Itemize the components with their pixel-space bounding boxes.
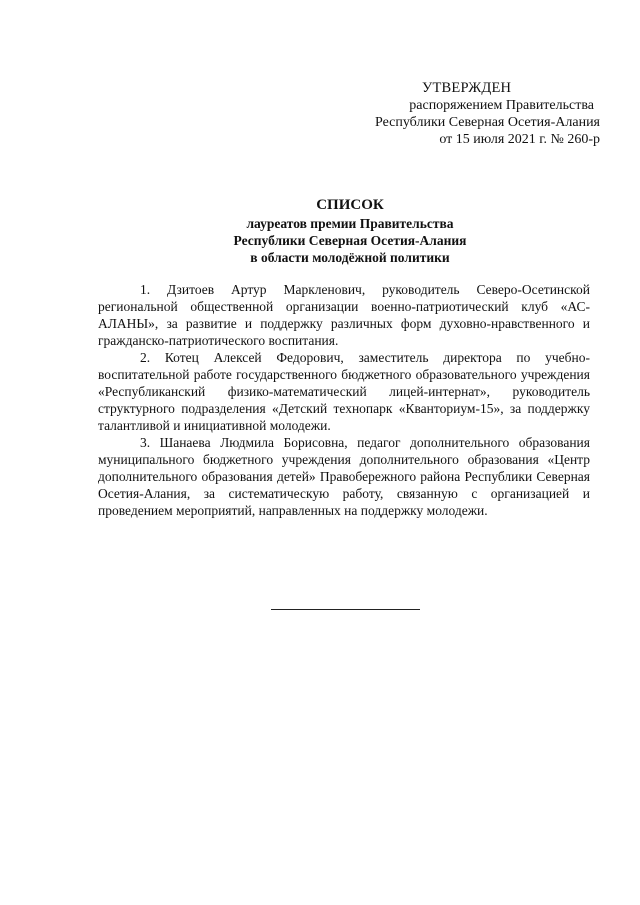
list-item: 3. Шанаева Людмила Борисовна, педагог дополнительного образования муниципального бюджетного учреждения дополнительного образования «Центр дополнительного образования детей» Правобережного района Республики Северная Осетия-Алания, за систематическую работу, связанную с организацией и проведением мероприятий, направленных на поддержку молодежи. (98, 435, 590, 518)
approval-title: УТВЕРЖДЕН (422, 80, 512, 96)
document-header (100, 196, 600, 266)
laureates-list (98, 281, 590, 519)
list-item: 2. Котец Алексей Федорович, заместитель директора по учебно-воспитательной работе государственного бюджетного образовательного учреждения «Республиканский физико-математический лицей-интернат», руководитель структурного подразделения «Детский технопарк «Кванториум-15», за поддержку талантливой и инициативной молодежи. (98, 350, 590, 433)
approval-block (330, 80, 600, 148)
list-item: 1. Дзитоев Артур Маркленович, руководитель Северо-Осетинской региональной общественной организации военно-патриотический клуб «АС-АЛАНЫ», за развитие и поддержку различных форм духовно-нравственного и гражданско-патриотического воспитания. (98, 282, 590, 348)
document-subtitle-1: лауреатов премии Правительства (246, 216, 454, 231)
approval-line-government: Республики Северная Осетия-Алания (375, 115, 600, 130)
approval-line-order: распоряжением Правительства (409, 98, 594, 113)
closing-divider (271, 609, 420, 610)
document-subtitle-2: Республики Северная Осетия-Алания (233, 233, 467, 248)
document-title: СПИСОК (316, 197, 384, 213)
approval-line-date: от 15 июля 2021 г. № 260-р (439, 132, 600, 147)
document-subtitle-3: в области молодёжной политики (250, 250, 450, 265)
